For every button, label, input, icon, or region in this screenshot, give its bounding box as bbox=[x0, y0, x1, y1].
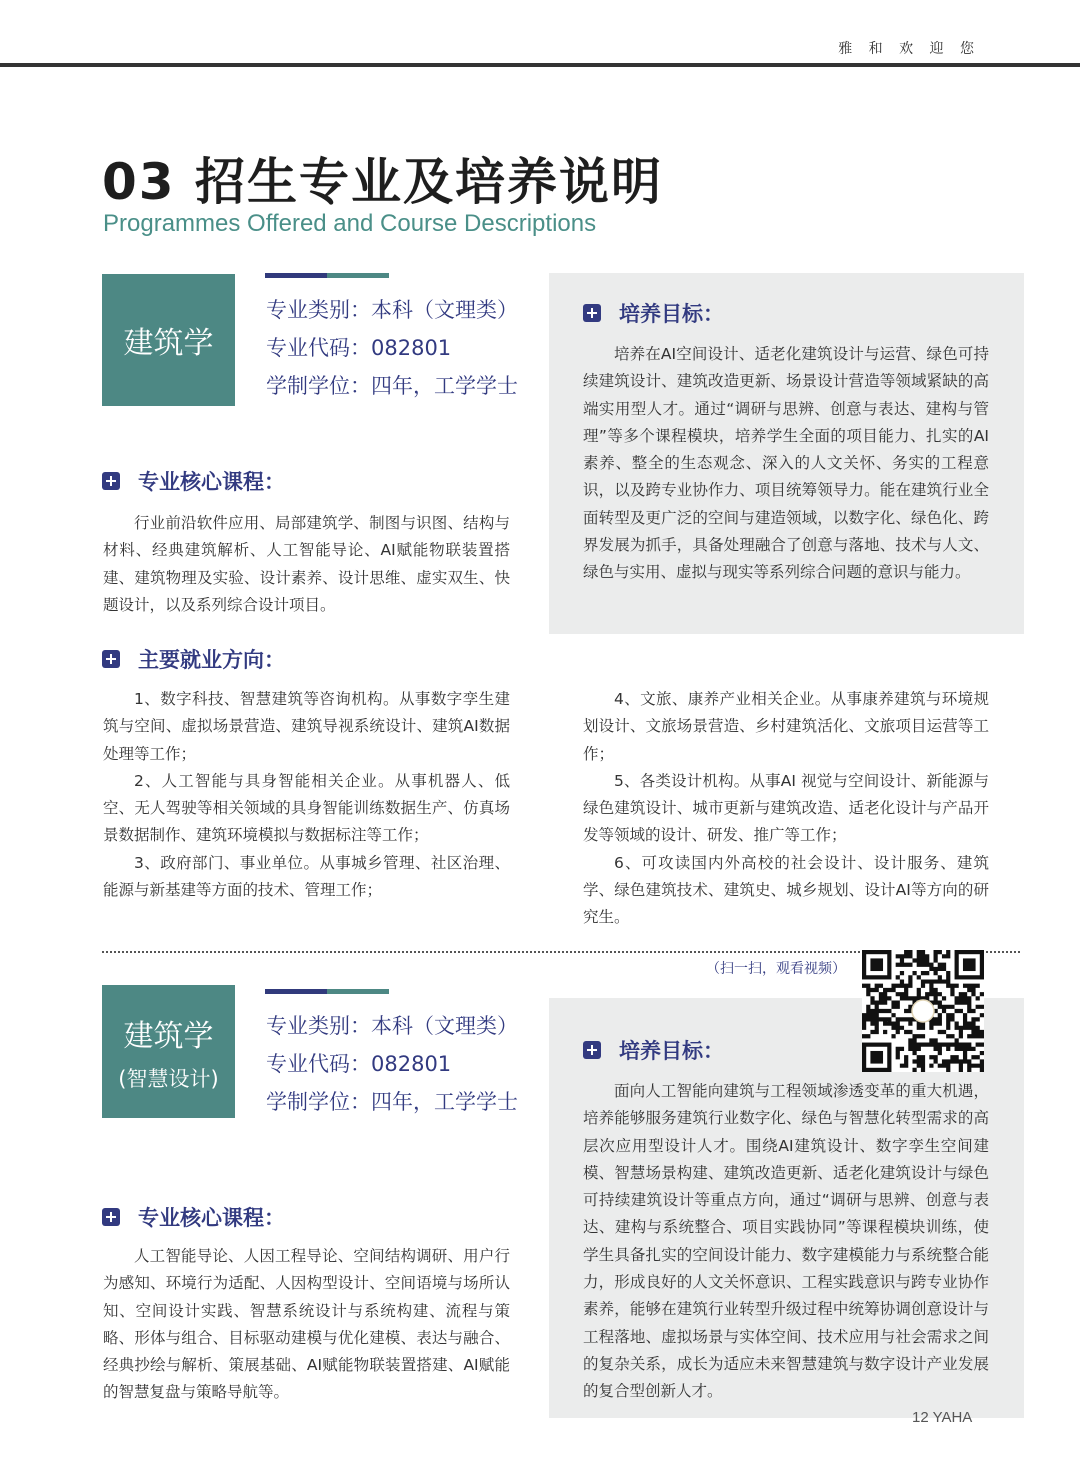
major2-core-text: 人工智能导论、人因工程导论、空间结构调研、用户行为感知、环境行为适配、人因构型设计、空间语境与场所认知、空间设计实践、智慧系统设计与系统构建、流程与策略、形体与组合、目标驱动建模与优化建模、表达与融合、经典抄绘与解析、策展基础、AI赋能物联装置搭建、AI赋能的智慧复盘与策略导航等。 bbox=[103, 1247, 510, 1402]
major1-goal-heading-text: 培养目标： bbox=[619, 302, 724, 326]
major1-career-left bbox=[103, 686, 510, 904]
career-item: 1、数字科技、智慧建筑等咨询机构。从事数字孪生建筑与空间、虚拟场景营造、建筑导视系统设计、建筑AI数据处理等工作； bbox=[103, 690, 510, 763]
career-item: 4、文旅、康养产业相关企业。从事康养建筑与环境规划设计、文旅场景营造、乡村建筑活化、文旅项目运营等工作； bbox=[583, 690, 989, 763]
major2-core-heading bbox=[102, 1202, 285, 1232]
header-welcome-text: 雅 和 欢 迎 您 bbox=[838, 41, 980, 57]
plus-icon bbox=[102, 472, 120, 490]
major1-name-box bbox=[102, 274, 235, 406]
major1-core-heading bbox=[102, 466, 285, 496]
major1-goal-heading bbox=[583, 298, 724, 328]
major2-code: 专业代码：082801 bbox=[266, 1052, 452, 1076]
plus-icon bbox=[102, 1208, 120, 1226]
plus-icon bbox=[583, 1041, 601, 1059]
page-number: 12 YAHA bbox=[912, 1409, 973, 1426]
major1-code: 专业代码：082801 bbox=[266, 336, 452, 360]
major2-degree: 学制学位：四年，工学学士 bbox=[266, 1090, 518, 1114]
major1-core-text: 行业前沿软件应用、局部建筑学、制图与识图、结构与材料、经典建筑解析、人工智能导论、AI赋能物联装置搭建、建筑物理及实验、设计素养、设计思维、虚实双生、快题设计，以及系列综合设计项目。 bbox=[103, 514, 510, 614]
career-item: 3、政府部门、事业单位。从事城乡管理、社区治理、能源与新基建等方面的技术、管理工作； bbox=[103, 853, 510, 900]
major2-accent-bar-teal bbox=[327, 989, 389, 994]
major1-career-heading-text: 主要就业方向： bbox=[138, 648, 285, 672]
scan-video-hint: （扫一扫，观看视频） bbox=[706, 961, 846, 977]
major1-accent-bar-navy bbox=[265, 273, 327, 278]
major1-goal-panel bbox=[549, 273, 1024, 634]
major2-name-sub: (智慧设计) bbox=[118, 1066, 219, 1091]
major1-core-heading-text: 专业核心课程： bbox=[138, 470, 285, 494]
page-title: 03 招生专业及培养说明 bbox=[102, 153, 663, 211]
major1-category: 专业类别：本科（文理类） bbox=[266, 298, 518, 322]
major2-accent-bar-navy bbox=[265, 989, 327, 994]
major2-name-box bbox=[102, 985, 235, 1118]
major1-name: 建筑学 bbox=[123, 326, 214, 361]
major1-career-right bbox=[583, 686, 989, 932]
major2-goal-heading bbox=[583, 1035, 724, 1065]
plus-icon bbox=[583, 304, 601, 322]
major1-career-heading bbox=[102, 644, 285, 674]
major1-accent-bar-teal bbox=[327, 273, 389, 278]
major2-name: 建筑学 bbox=[123, 1018, 214, 1054]
qr-code-icon[interactable] bbox=[862, 950, 984, 1072]
major2-category: 专业类别：本科（文理类） bbox=[266, 1014, 518, 1038]
major1-goal-text: 培养在AI空间设计、适老化建筑设计与运营、绿色可持续建筑设计、建筑改造更新、场景设计营造等领域紧缺的高端实用型人才。通过“调研与思辨、创意与表达、建构与管理”等多个课程模块，培养学生全面的项目能力、扎实的AI素养、整全的生态观念、深入的人文关怀、务实的工程意识，以及跨专业协作力、项目统筹领导力。能在建筑行业全面转型及更广泛的空间与建造领域，以数字化、绿色化、跨界发展为抓手，具备处理融合了创意与落地、技术与人文、绿色与实用、虚拟与现实等系列综合问题的意识与能力。 bbox=[583, 345, 989, 582]
major2-goal-text: 面向人工智能向建筑与工程领域渗透变革的重大机遇，培养能够服务建筑行业数字化、绿色与智慧化转型需求的高层次应用型设计人才。围绕AI建筑设计、数字孪生空间建模、智慧场景构建、建筑改造更新、适老化建筑设计与绿色可持续建筑设计等重点方向，通过“调研与思辨、创意与表达、建构与系统整合、项目实践协同”等课程模块训练，使学生具备扎实的空间设计能力、数字建模能力与系统整合能力，形成良好的人文关怀意识、工程实践意识与跨专业协作素养，能够在建筑行业转型升级过程中统筹协调创意设计与工程落地、虚拟场景与实体空间、技术应用与社会需求之间的复杂关系，成长为适应未来智慧建筑与数字设计产业发展的复合型创新人才。 bbox=[583, 1082, 989, 1401]
major2-goal-heading-text: 培养目标： bbox=[619, 1039, 724, 1063]
major2-core-heading-text: 专业核心课程： bbox=[138, 1206, 285, 1230]
major1-degree: 学制学位：四年，工学学士 bbox=[266, 374, 518, 398]
header-rule bbox=[0, 63, 1080, 67]
page-subtitle: Programmes Offered and Course Descriptions bbox=[103, 210, 597, 237]
career-item: 5、各类设计机构。从事AI 视觉与空间设计、新能源与绿色建筑设计、城市更新与建筑改造、适老化设计与产品开发等领域的设计、研发、推广等工作； bbox=[583, 771, 989, 845]
career-item: 2、人工智能与具身智能相关企业。从事机器人、低空、无人驾驶等相关领域的具身智能训练数据生产、仿真场景数据制作、建筑环境模拟与数据标注等工作； bbox=[103, 771, 510, 845]
career-item: 6、可攻读国内外高校的社会设计、设计服务、建筑学、绿色建筑技术、建筑史、城乡规划、设计AI等方向的研究生。 bbox=[583, 853, 989, 927]
plus-icon bbox=[102, 650, 120, 668]
